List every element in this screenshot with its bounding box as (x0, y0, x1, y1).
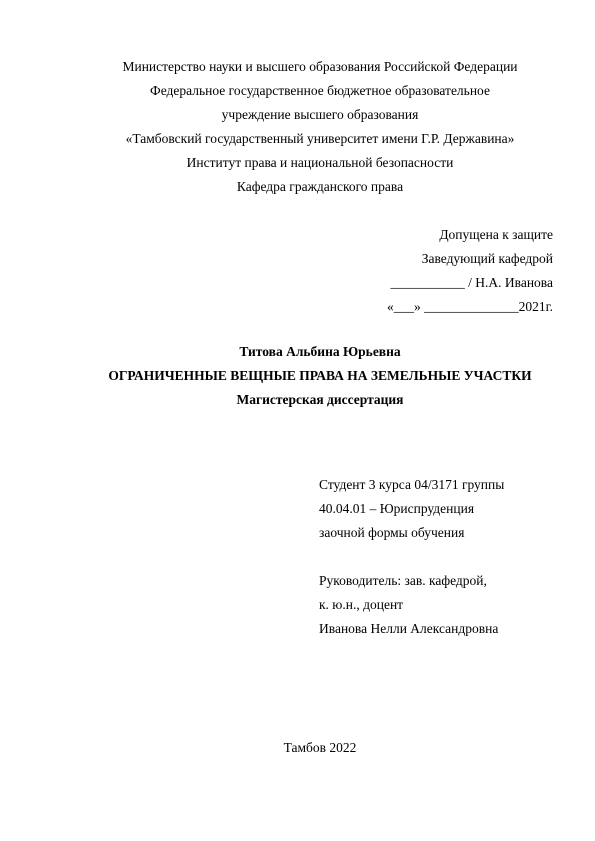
supervisor-position-line: Руководитель: зав. кафедрой, (319, 573, 487, 588)
university-name-line: «Тамбовский государственный университет имени Г.Р. Державина» (125, 131, 515, 146)
department-line: Кафедра гражданского права (236, 179, 404, 194)
institute-line: Институт права и национальной безопасности (186, 155, 454, 170)
ministry-line: Министерство науки и высшего образования Российской Федерации (122, 59, 518, 74)
approval-date-line: «___» ______________2021г. (386, 299, 553, 314)
thesis-title: ОГРАНИЧЕННЫЕ ВЕЩНЫЕ ПРАВА НА ЗЕМЕЛЬНЫЕ УЧАСТКИ (108, 368, 532, 383)
author-name: Титова Альбина Юрьевна (239, 344, 401, 359)
thesis-type: Магистерская диссертация (236, 392, 404, 407)
supervisor-name-line: Иванова Нелли Александровна (319, 621, 499, 636)
student-course-line: Студент 3 курса 04/3171 группы (319, 477, 505, 492)
approval-head-line: Заведующий кафедрой (421, 251, 553, 266)
student-specialty-line: 40.04.01 – Юриспруденция (319, 501, 475, 516)
student-study-form-line: заочной формы обучения (319, 525, 465, 540)
institution-level-line: учреждение высшего образования (221, 107, 419, 122)
approval-admitted-line: Допущена к защите (439, 227, 553, 242)
city-year: Тамбов 2022 (283, 740, 357, 755)
approval-signature-line: ___________ / Н.А. Иванова (390, 275, 553, 290)
institution-type-line: Федеральное государственное бюджетное образовательное (150, 83, 490, 98)
supervisor-degree-line: к. ю.н., доцент (319, 597, 404, 612)
